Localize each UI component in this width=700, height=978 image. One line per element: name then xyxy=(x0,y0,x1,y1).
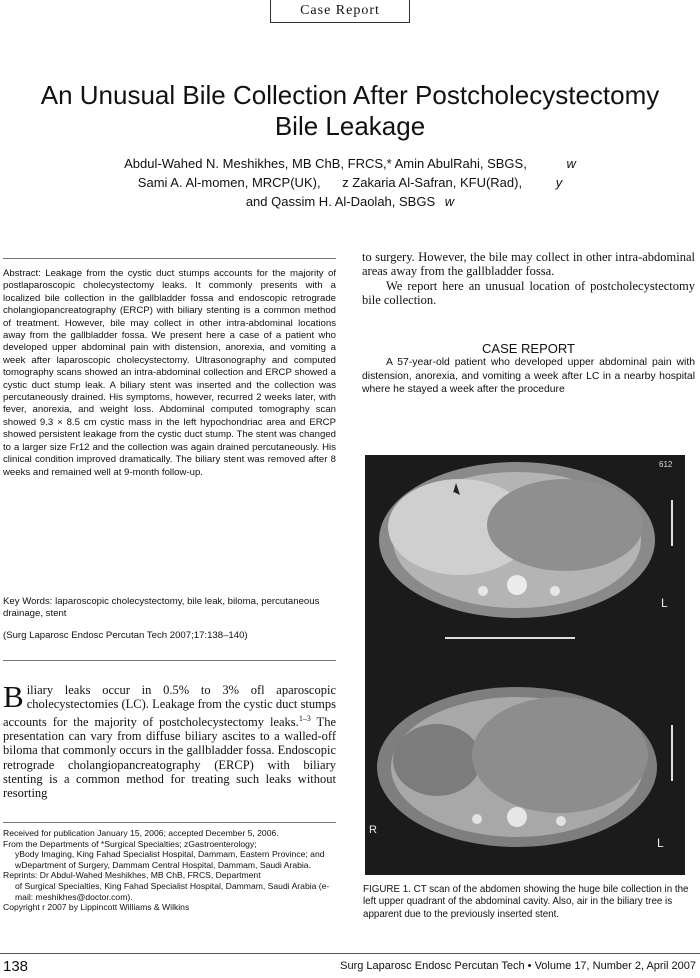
report-statement: We report here an unusual location of postcholecystectomy bile collection. xyxy=(362,278,695,307)
affiliation-note: From the Departments of *Surgical Specialties; zGastroenterology; xyxy=(3,838,257,849)
case-report-heading: CASE REPORT xyxy=(482,341,575,356)
drop-cap: B xyxy=(3,679,24,714)
intro-continuation: to surgery. However, the bile may collect in other intra-abdominal areas away from the gallbladder fossa. xyxy=(362,250,695,279)
affiliation-mark: w xyxy=(444,194,455,209)
journal-footer: Surg Laparosc Endosc Percutan Tech • Volume 17, Number 2, April 2007 xyxy=(340,960,696,972)
figure-caption: FIGURE 1. CT scan of the abdomen showing the huge bile collection in the left upper quadrant of the abdominal cavity. Also, air in the biliary tree is apparent due to the previously inserted stent. xyxy=(363,884,689,920)
copyright-note: Copyright r 2007 by Lippincott Williams & Wilkins xyxy=(3,902,190,913)
ct-scan-figure xyxy=(365,455,685,875)
authors-line-1: Abdul-Wahed N. Meshikhes, MB ChB, FRCS,* Amin AbulRahi, SBGS, xyxy=(124,156,527,171)
keywords: Key Words: laparoscopic cholecystectomy, bile leak, biloma, percutaneous drainage, stent xyxy=(3,596,320,620)
reference-superscript: 1–3 xyxy=(298,713,311,723)
affiliation-mark: w xyxy=(566,156,576,171)
section-label: Case Report xyxy=(270,0,410,23)
bile-collection-lower xyxy=(472,697,648,813)
footnote-rule xyxy=(3,822,336,823)
page-number: 138 xyxy=(3,958,29,975)
abstract-bottom-rule xyxy=(3,660,336,661)
authors-line-2: Sami A. Al-momen, MRCP(UK), xyxy=(137,175,321,190)
article-title xyxy=(20,80,680,142)
abstract-top-rule xyxy=(3,258,336,259)
orientation-marker: L xyxy=(657,836,664,850)
vertebra-upper xyxy=(507,575,527,595)
footnotes xyxy=(3,828,336,913)
title-line-2: Bile Leakage xyxy=(274,111,426,141)
received-note: Received for publication January 15, 2006; accepted December 5, 2006. xyxy=(3,828,279,838)
reprints-note-cont: of Surgical Specialties, King Fahad Specialist Hospital, Dammam, Saudi Arabia (e-mail: meshikhes@doctor.com). xyxy=(15,880,330,902)
orientation-marker: R xyxy=(369,824,377,836)
author-list xyxy=(20,154,680,211)
authors-line-2b: z Zakaria Al-Safran, KFU(Rad), xyxy=(342,175,523,190)
scale-bar xyxy=(445,637,575,639)
vertebra-lower xyxy=(507,807,527,827)
bile-collection-upper xyxy=(487,479,643,571)
citation: (Surg Laparosc Endosc Percutan Tech 2007;17:138–140) xyxy=(3,630,248,641)
affiliation-mark: y xyxy=(555,175,563,190)
title-line-1: An Unusual Bile Collection After Postcholecystectomy xyxy=(40,80,660,110)
right-column-intro xyxy=(362,250,695,307)
introduction-text: Biliary leaks occur in 0.5% to 3% ofl aparoscopic cholecystectomies (LC). Leakage from the cystic duct stumps accounts for the majority of postcholecystectomy leaks.$^{1-3}$ The presentation can vary from diffuse biliary ascites to a walled-off biloma that commonly occurs in the gallbladder fossa. Endoscopic retrograde cholangiopancreatography (ERCP) with biliary stenting is a common method for treating such leaks without resorting xyxy=(3,679,336,801)
case-report-text: A 57-year-old patient who developed upper abdominal pain with distension, anorexia, and vomiting a week after LC in a nearby hospital where he stayed a week after the procedure xyxy=(362,357,695,395)
authors-line-3: and Qassim H. Al-Daolah, SBGS xyxy=(245,194,436,209)
scan-number: 612 xyxy=(659,460,673,469)
ct-scan-image xyxy=(365,455,685,875)
footer-rule xyxy=(0,953,700,954)
abstract: Abstract: Leakage from the cystic duct stumps accounts for the majority of postlaparoscopic cholecystectomy leaks. It commonly presents with a localized bile collection in the gallbladder fossa and endoscopic retrograde cholangiopancreatography (ERCP) with biliary stenting is a common method of treatment. However, bile may collect in other intra-abdominal locations away from the gallbladder fossa. We present here a case of a patient who developed upper abdominal pain with distension, anorexia, and vomiting a week after laparoscopic cholecystectomy. Ultrasonography and computed tomography scans showed an intra-abdominal collection and ERCP showed a cystic duct stump leak. A biliary stent was inserted and the collection was percutaneously drained. His symptoms, however, recurred 2 weeks later, with fever, anorexia, and weight loss. Abdominal computed tomography scan showed 9.3 × 8.5 cm cystic mass in the left hypochondriac area and ERCP showed persistent leakage from the cystic duct stump. The stent was changed to a larger size Fr12 and the collection was again drained percutaneously. His clinical condition improved dramatically. The biliary stent was removed after 8 weeks and remained well at 9-month follow-up. xyxy=(3,268,336,478)
orientation-marker: L xyxy=(661,596,668,610)
affiliation-note-cont: yBody Imaging, King Fahad Specialist Hospital, Dammam, Eastern Province; and wDepartment of Surgery, Dammam Central Hospital, Dammam, Saudi Arabia. xyxy=(15,849,325,870)
reprints-note: Reprints: Dr Abdul-Wahed Meshikhes, MB ChB, FRCS, Department xyxy=(3,870,261,881)
